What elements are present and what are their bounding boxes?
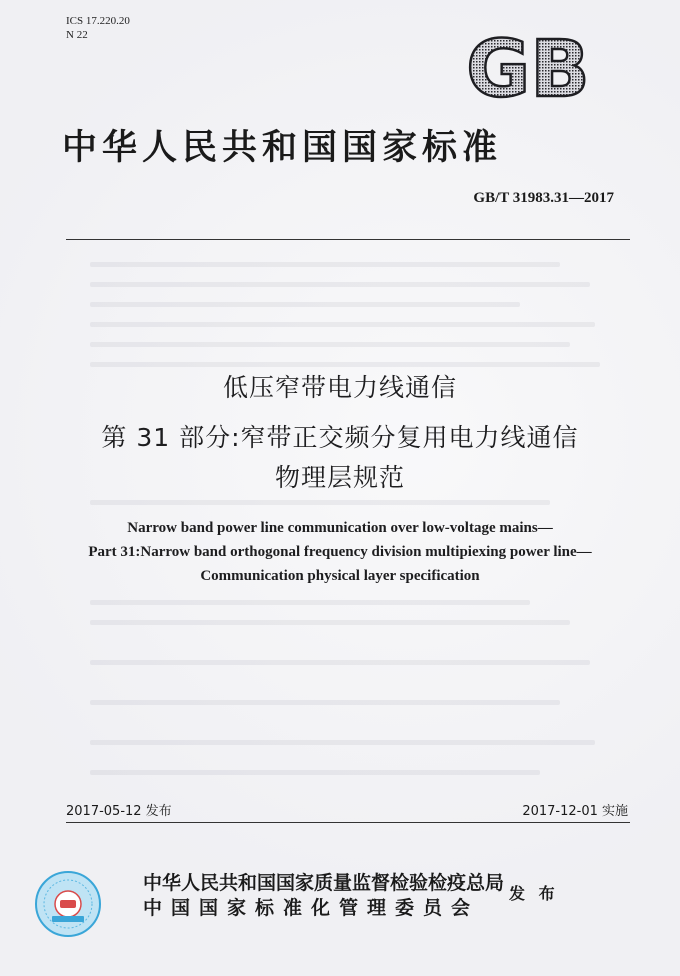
title-en-line-3: Communication physical layer specification xyxy=(200,568,480,584)
bottom-divider xyxy=(66,822,630,823)
title-en-line-1: Narrow band power line communication over low-voltage mains— xyxy=(127,520,553,536)
title-cn-line-2: 第 31 部分:窄带正交频分复用电力线通信 xyxy=(101,423,579,452)
publish-label: 发 布 xyxy=(509,884,559,903)
top-divider xyxy=(66,239,630,240)
ccs-code: N 22 xyxy=(66,29,88,41)
issue-date: 2017-05-12 发布 xyxy=(66,804,172,819)
title-cn-line-3: 物理层规范 xyxy=(274,463,405,492)
issuer-line-2: 中国国家标准化管理委员会 xyxy=(143,897,480,919)
classification-codes xyxy=(66,14,130,42)
standard-category-title: 中华人民共和国国家标准 xyxy=(62,128,503,168)
gb-logo-text: GB xyxy=(466,28,590,104)
standard-number: GB/T 31983.31—2017 xyxy=(473,190,614,206)
implementation-date: 2017-12-01 实施 xyxy=(522,804,628,819)
gb-logo xyxy=(458,28,598,104)
issuer-line-1: 中华人民共和国国家质量监督检验检疫总局 xyxy=(143,872,505,894)
title-cn-line-1: 低压窄带电力线通信 xyxy=(222,373,457,402)
anti-counterfeit-seal xyxy=(34,870,102,938)
title-en-line-2: Part 31:Narrow band orthogonal frequency division multipiexing power line— xyxy=(88,544,592,560)
ics-code: ICS 17.220.20 xyxy=(66,15,130,27)
